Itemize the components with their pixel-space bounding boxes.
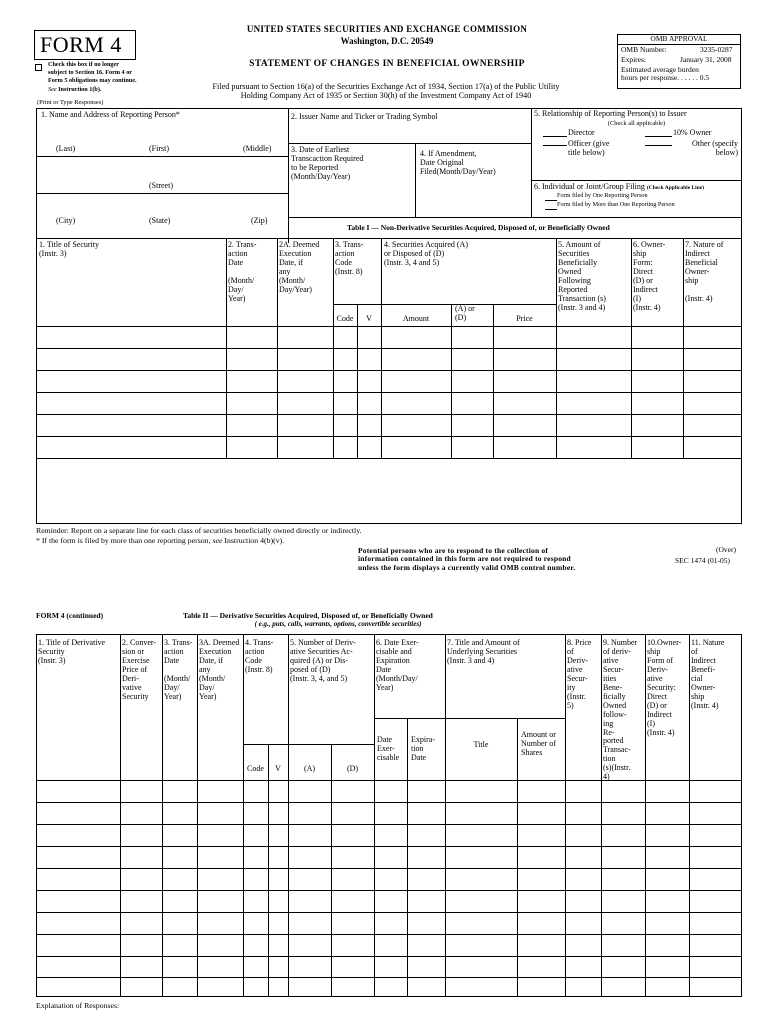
box1-label: 1. Name and Address of Reporting Person*	[41, 110, 180, 119]
omb-expires-value: January 31, 2008	[680, 55, 732, 64]
t1-vline	[451, 304, 452, 458]
t2-col9-header: 9. Number of deriv- ative Secur- ities Bene- ficially Owned follow- ing Re- ported Transac- tion (s)(Instr. 4)	[603, 638, 638, 782]
t1-col1-header: 1. Title of Security (Instr. 3)	[39, 240, 100, 258]
t2-col6-7-subrule	[374, 718, 565, 719]
last-name-label: (Last)	[56, 144, 76, 153]
t2-amount-shares-label: Amount or Number of Shares	[521, 730, 556, 757]
no-longer-subject-text: Check this box if no longer subject to Section 16. Form 4 or Form 5 obligations may continue.	[48, 61, 137, 84]
table1-top-rule	[36, 238, 742, 239]
table2-subtitle: ( e.g., puts, calls, warrants, options, convertible securities)	[254, 620, 422, 628]
box6-label	[534, 183, 704, 192]
see-word: See	[48, 86, 57, 93]
t1-v-label: V	[366, 314, 372, 323]
t2-col5-header: 5. Number of Deriv- ative Securities Ac- quired (A) or Dis- posed of (D) (Instr. 3, 4, and 5)	[290, 638, 356, 683]
t2-vline	[689, 634, 690, 997]
name-line	[36, 156, 288, 157]
footnote-post: Instruction 4(b)(v).	[224, 536, 285, 545]
t2-col1-header: 1. Title of Derivative Security (Instr. 3)	[38, 638, 106, 665]
footnote-see: see	[212, 536, 223, 545]
t2-row-line	[36, 868, 742, 869]
t2-expiration-date-label: Expira- tion Date	[411, 735, 435, 762]
box5-label: 5. Relationship of Reporting Person(s) to Issuer	[534, 109, 687, 118]
t2-col11-header: 11. Nature of Indirect Benefi- cial Owner- ship (Instr. 4)	[691, 638, 725, 710]
sec-number: SEC 1474 (01-05)	[675, 556, 730, 565]
divider-box5-box6	[531, 180, 742, 181]
t1-code-label: Code	[336, 314, 354, 323]
t2-code-label: Code	[247, 764, 264, 773]
divider-above-table1-title	[288, 217, 742, 218]
t1-amount-label: Amount	[402, 314, 430, 323]
omb-burden: Estimated average burden hours per response. . . . . . 0.5	[621, 65, 710, 83]
t1-row-line	[36, 436, 742, 437]
t1-col2-header: 2. Trans- action Date (Month/ Day/ Year)	[228, 240, 257, 303]
box2-label: 2. Issuer Name and Ticker or Trading Symbol	[291, 112, 438, 121]
street-label: (Street)	[149, 181, 173, 190]
see-instruction	[48, 87, 101, 94]
t2-vline	[445, 634, 446, 997]
t2-vline	[197, 634, 198, 997]
officer-checkline[interactable]	[543, 145, 567, 146]
ten-pct-checkline[interactable]	[645, 136, 672, 137]
potential-persons-text: Potential persons who are to respond to the collection of information contained in this form are not required to respond unless the form displays a currently valid OMB control number.	[358, 546, 576, 572]
box4-label: 4. If Amendment, Date Original Filed(Month/Day/Year)	[420, 149, 496, 176]
form-title: FORM 4	[40, 32, 122, 57]
divider-box2-box3	[288, 143, 531, 144]
t2-col4-header: 4. Trans- action Code (Instr. 8)	[245, 638, 274, 674]
t2-col2-header: 2. Conver- sion or Exercise Price of Deri- vative Security	[122, 638, 157, 701]
omb-number-label: OMB Number:	[621, 45, 667, 54]
table2-title: Table II — Derivative Securities Acquired, Disposed of, or Beneficially Owned	[183, 611, 433, 620]
t2-a-label: (A)	[303, 764, 316, 773]
t1-vline	[493, 304, 494, 458]
t2-col6-header: 6. Date Exer- cisable and Expiration Date (Month/Day/ Year)	[376, 638, 419, 692]
t2-row-line	[36, 890, 742, 891]
t1-price-label: Price	[516, 314, 533, 323]
middle-name-label: (Middle)	[243, 144, 272, 153]
t2-row-line	[36, 912, 742, 913]
form4-continued: FORM 4 (continued)	[36, 611, 104, 620]
t1-col6-header: 6. Owner- ship Form: Direct (D) or Indirect (I) (Instr. 4)	[633, 240, 666, 312]
city-label: (City)	[56, 216, 76, 225]
first-name-label: (First)	[149, 144, 169, 153]
t2-vline	[120, 634, 121, 997]
t2-vline	[268, 744, 269, 997]
box5-sub: (Check all applicable)	[607, 120, 666, 127]
t2-row-line	[36, 846, 742, 847]
t2-vline	[162, 634, 163, 997]
t2-vline	[565, 634, 566, 997]
footnote-text	[36, 537, 284, 546]
t2-vline	[331, 744, 332, 997]
instruction-1b: Instruction 1(b).	[58, 86, 102, 93]
t1-col4-header: 4. Securities Acquired (A) or Disposed of (D) (Instr. 3, 4 and 5)	[384, 240, 468, 267]
omb-expires-label: Expires:	[621, 55, 646, 64]
t1-row-line	[36, 348, 742, 349]
t1-header-bottom	[36, 326, 742, 327]
t2-row-line	[36, 824, 742, 825]
footnote-pre: * If the form is filed by more than one reporting person,	[36, 536, 211, 545]
one-person-checkline[interactable]	[545, 200, 557, 201]
t2-col4-5-subrule	[243, 744, 374, 745]
t1-col2a-header: 2A. Deemed Execution Date, if any (Month/ Day/Year)	[279, 240, 320, 294]
t2-vline	[243, 634, 244, 997]
box3-label: 3. Date of Earliest Transcaction Required to be Reported (Month/Day/Year)	[291, 145, 364, 181]
t2-date-exercisable-label: Date Exer- cisable	[377, 735, 400, 762]
box6-sub: (Check Applicable Line)	[646, 185, 705, 191]
t2-col8-header: 8. Price of Deriv- ative Secur- ity (Instr. 5)	[567, 638, 592, 710]
t2-row-line	[36, 977, 742, 978]
t2-vline	[288, 634, 289, 997]
t2-v-label: V	[275, 764, 281, 773]
box6-title: 6. Individual or Joint/Group Filing	[534, 182, 645, 191]
street-line	[36, 193, 288, 194]
zip-label: (Zip)	[251, 216, 268, 225]
table1-title: Table I — Non-Derivative Securities Acquired, Disposed of, or Beneficially Owned	[347, 223, 610, 232]
ten-pct-label: 10% Owner	[673, 128, 712, 137]
multi-person-checkline[interactable]	[545, 209, 557, 210]
t1-row-line	[36, 458, 742, 459]
t1-row-line	[36, 392, 742, 393]
reminder-text: Reminder: Report on a separate line for each class of securities beneficially owned directly or indirectly.	[36, 526, 362, 535]
t1-col5-header: 5. Amount of Securities Beneficially Owned Following Reported Transaction (s) (Instr. 3 and 4)	[558, 240, 606, 312]
t1-col7-header: 7. Nature of Indirect Beneficial Owner- ship (Instr. 4)	[685, 240, 724, 303]
t1-row-line	[36, 414, 742, 415]
director-checkline[interactable]	[543, 136, 567, 137]
t2-vline	[374, 634, 375, 997]
t2-col3a-header: 3A. Deemed Execution Date, if any (Month/ Day/ Year)	[199, 638, 240, 701]
t2-title-label: Title	[473, 740, 489, 749]
t2-col3-header: 3. Trans- action Date (Month/ Day/ Year)	[164, 638, 193, 701]
t1-aord-label: (A) or (D)	[455, 304, 475, 322]
over-text: (Over)	[716, 545, 736, 554]
t2-vline	[601, 634, 602, 997]
other-label: Other (specify below)	[692, 139, 738, 157]
filed-pursuant: Filed pursuant to Section 16(a) of the Securities Exchange Act of 1934, Section 17(a) of the Public Utility Holding Company Act of 1935 or Section 30(h) of the Investment Company Act of 1940	[212, 82, 560, 101]
t1-col3-header: 3. Trans- action Code (Instr. 8)	[335, 240, 364, 276]
t2-d-label: (D)	[346, 764, 359, 773]
agency-name: UNITED STATES SECURITIES AND EXCHANGE COMMISSION	[246, 24, 528, 34]
omb-title: OMB APPROVAL	[650, 34, 708, 43]
t2-vline	[645, 634, 646, 997]
t2-col10-header: 10.Owner- ship Form of Deriv- ative Security: Direct (D) or Indirect (I) (Instr. 4)	[647, 638, 682, 737]
one-person-option: Form filed by One Reporting Person	[557, 192, 648, 199]
officer-label: Officer (give title below)	[568, 139, 610, 157]
no-longer-subject-checkbox[interactable]	[35, 64, 42, 71]
t1-vline	[357, 304, 358, 458]
t2-header-bottom	[36, 780, 742, 781]
divider-box1-box2	[288, 108, 289, 243]
t2-row-line	[36, 802, 742, 803]
statement-title: STATEMENT OF CHANGES IN BENEFICIAL OWNERSHIP	[249, 59, 525, 69]
multi-person-option: Form filed by More than One Reporting Person	[557, 201, 675, 208]
print-note: (Print or Type Responses)	[37, 99, 104, 106]
t1-row-line	[36, 370, 742, 371]
state-label: (State)	[149, 216, 171, 225]
divider-box3-box4	[415, 143, 416, 217]
director-label: Director	[568, 128, 595, 137]
explanation-of-responses: Explanation of Responses:	[36, 1001, 120, 1010]
agency-address: Washington, D.C. 20549	[340, 36, 434, 46]
t1-subheader-rule	[333, 304, 556, 305]
omb-number-value: 3235-0287	[700, 45, 733, 54]
t2-col7-header: 7. Title and Amount of Underlying Securities (Instr. 3 and 4)	[447, 638, 520, 665]
t2-row-line	[36, 956, 742, 957]
t2-row-line	[36, 934, 742, 935]
